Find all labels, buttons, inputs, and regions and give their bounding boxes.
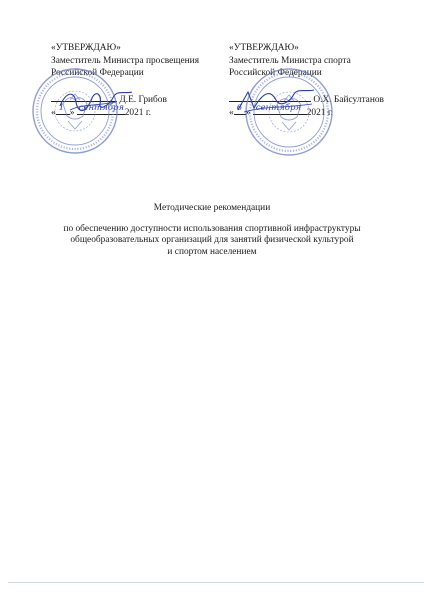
left-approve-label: «УТВЕРЖДАЮ» [51,43,121,53]
document-subtitle-line2: общеобразовательных организаций для занятий физической культурой [70,235,354,246]
right-date-close-quote: » [245,107,251,118]
left-date-close-quote: » [69,107,75,118]
left-position-line2: Российской Федерации [51,68,144,79]
left-date-day: 1 [56,105,70,115]
document-subtitle-line1: по обеспечению доступности использования спортивной инфраструктуры [63,223,361,234]
document-heading [0,203,424,258]
right-position-line2: Российской Федерации [229,68,322,79]
left-date-open-quote: « [51,107,56,118]
document-subtitle-line3: и спортом населением [167,246,257,257]
right-date-day: 6 [234,105,246,115]
right-handwritten-signature [234,84,318,118]
document-title: Методические рекомендации [153,203,271,213]
scan-edge-line [8,582,424,583]
right-date-year: 2021 г. [306,107,333,118]
right-date-open-quote: « [229,107,234,118]
left-position-line1: Заместитель Министра просвещения [51,55,200,66]
right-approve-label: «УТВЕРЖДАЮ» [229,43,299,53]
left-date-year: 2021 г. [124,107,151,118]
right-position-line1: Заместитель Министра спорта [229,55,351,66]
right-date-month: сентября [253,105,297,115]
right-signatory-name: О.Х. Байсултанов [313,95,384,106]
left-date-month: сентября [78,102,125,113]
left-signatory-name: Д.Е. Грибов [119,95,167,106]
left-handwritten-signature [56,84,136,118]
